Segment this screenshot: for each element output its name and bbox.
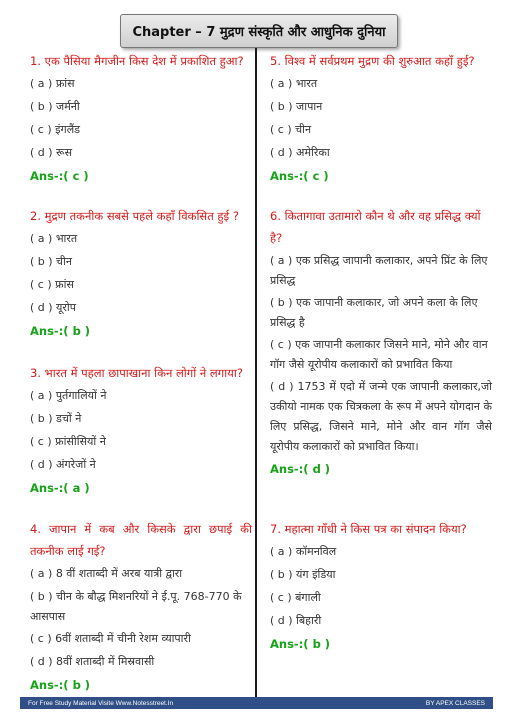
option-a: ( a ) पुर्तगालियों ने [30,389,107,402]
option-c: ( c ) फ्रांस [30,278,74,291]
option-d: ( d ) यूरोप [30,301,77,314]
question-text: 5. विश्व में सर्वप्रथम मुद्रण की शुरुआत कहाँ हुई? [270,54,475,68]
page-title: Chapter – 7 मुद्रण संस्कृति और आधुनिक दुनिया [120,14,398,48]
option-a: ( a ) भारत [30,232,78,245]
option-d: ( d ) 1753 में एदो में जन्मे एक जापानी कलाकार,जो उकीयो नामक एक चित्रकला के रूप में अपने योगदान के लिए प्रसिद्ध, जिसने माने, मोने और वान गॉग जैसे यूरोपीय कलाकारों को प्रभावित किया। [270,380,492,453]
answer: Ans-:( a ) [30,481,90,495]
question-6 [270,205,492,481]
option-d: ( d ) रूस [30,146,73,159]
footer-bar [20,697,493,709]
column-divider [255,48,257,698]
answer: Ans-:( b ) [30,678,91,692]
question-text: 7. महात्मा गाँधी ने किस पत्र का संपादन किया? [270,522,467,536]
answer: Ans-:( b ) [270,637,331,651]
question-5 [270,50,492,188]
footer-credit: BY APEX CLASSES [425,699,485,707]
option-b: ( b ) डचों ने [30,412,82,425]
option-b: ( b ) यंग इंडिया [270,568,336,581]
question-text: 4. जापान में कब और किसके द्वारा छपाई की तकनीक लाई गई? [30,522,252,558]
option-d: ( d ) बिहारी [270,614,322,627]
option-d: ( d ) अंगरेजों ने [30,458,96,471]
answer: Ans-:( c ) [270,169,329,183]
question-text: 2. मुद्रण तकनीक सबसे पहले कहाँ विकसित हुई ? [30,209,239,223]
question-4 [30,518,252,697]
option-c: ( c ) चीन [270,123,312,136]
option-a: ( a ) 8 वीं शताब्दी में अरब यात्री द्वारा [30,567,183,580]
option-a: ( a ) फ्रांस [30,77,75,90]
option-c: ( c ) फ्रांसीसियों ने [30,435,106,448]
option-b: ( b ) जापान [270,100,323,113]
question-7 [270,518,492,656]
option-a: ( a ) एक प्रसिद्ध जापानी कलाकार, अपने प्रिंट के लिए प्रसिद्ध [270,254,488,287]
option-b: ( b ) एक जापानी कलाकार, जो अपने कला के लिए प्रसिद्ध है [270,296,478,329]
question-2 [30,205,252,343]
question-text: 3. भारत में पहला छापाखाना किन लोगों ने लगाया? [30,366,243,380]
answer: Ans-:( d ) [270,462,331,476]
question-text: 1. एक पैसिया मैगजीन किस देश में प्रकाशित हुआ? [30,54,244,68]
question-text: 6. कितागावा उतामारो कौन थे और वह प्रसिद्ध क्यों है? [270,209,481,245]
option-d: ( d ) 8वीं शताब्दी में मिस्रवासी [30,655,155,668]
question-1 [30,50,252,188]
option-c: ( c ) 6वीं शताब्दी में चीनी रेशम व्यापारी [30,632,191,645]
option-d: ( d ) अमेरिका [270,146,330,159]
option-c: ( c ) एक जापानी कलाकार जिसने माने, मोने और वान गॉग जैसे यूरोपीय कलाकारों को प्रभावित किया [270,338,488,371]
option-a: ( a ) कॉमनविल [270,545,337,558]
option-c: ( c ) बंगाली [270,591,321,604]
answer: Ans-:( b ) [30,324,91,338]
answer: Ans-:( c ) [30,169,89,183]
option-a: ( a ) भारत [270,77,318,90]
question-3 [30,362,252,500]
option-c: ( c ) इंगलैंड [30,123,81,136]
footer-website-link[interactable]: For Free Study Material Visite Www.Notesstreet.In [28,699,174,707]
option-b: ( b ) चीन के बौद्ध मिशनरियों ने ई.पू. 768-770 के आसपास [30,590,242,623]
option-b: ( b ) जर्मनी [30,100,80,113]
option-b: ( b ) चीन [30,255,72,268]
